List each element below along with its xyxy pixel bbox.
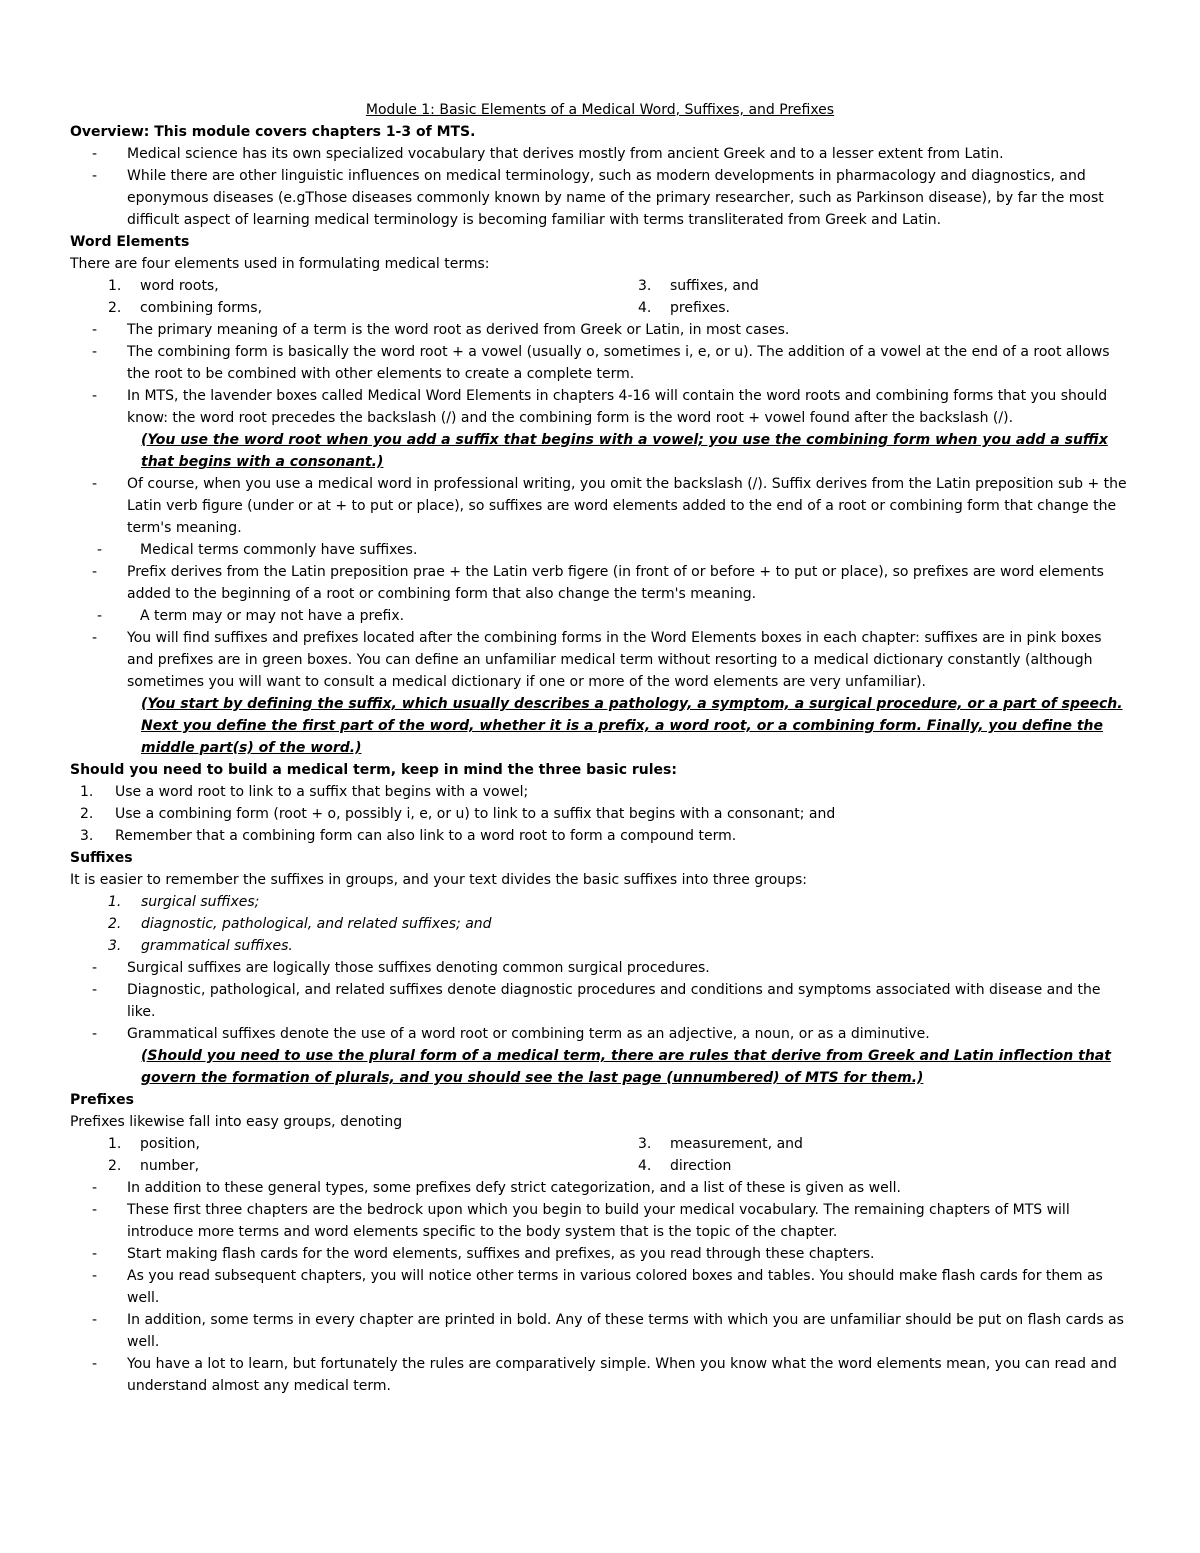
- suffixes-bullet: - Surgical suffixes are logically those suffixes denoting common surgical procedures.: [70, 957, 1130, 979]
- list-item: 4. prefixes.: [638, 300, 730, 316]
- prefixes-list: [70, 1133, 1130, 1177]
- overview-bullet: - Medical science has its own specialized vocabulary that derives mostly from ancient Greek and to a lesser extent from Latin.: [70, 143, 1130, 165]
- word-elements-list: [70, 275, 1130, 319]
- suffix-group: 1. surgical suffixes;: [108, 894, 260, 910]
- rule-item: 2. Use a combining form (root + o, possibly i, e, or u) to link to a suffix that begins with a consonant; and: [80, 806, 836, 822]
- word-elements-heading: Word Elements: [70, 234, 190, 250]
- prefixes-bullet: - Start making flash cards for the word elements, suffixes and prefixes, as you read through these chapters.: [70, 1243, 1130, 1265]
- prefixes-bullet: - These first three chapters are the bedrock upon which you begin to build your medical vocabulary. The remaining chapters of MTS will introduce more terms and word elements specific to the body system that is the topic of the chapter.: [70, 1199, 1130, 1243]
- prefixes-bullet: - As you read subsequent chapters, you will notice other terms in various colored boxes and tables. You should make flash cards for them as well.: [70, 1265, 1130, 1309]
- list-item: 2. combining forms,: [108, 300, 263, 316]
- suffixes-heading: Suffixes: [70, 850, 133, 866]
- prefixes-bullet: - In addition to these general types, some prefixes defy strict categorization, and a list of these is given as well.: [70, 1177, 1130, 1199]
- suffixes-bullet: - Grammatical suffixes denote the use of a word root or combining term as an adjective, a noun, or as a diminutive.: [70, 1023, 1130, 1045]
- rule-item: 3. Remember that a combining form can also link to a word root to form a compound term.: [80, 828, 737, 844]
- word-elements-bullet: - The primary meaning of a term is the word root as derived from Greek or Latin, in most cases.: [70, 319, 1130, 341]
- suffixes-bullet: - Diagnostic, pathological, and related suffixes denote diagnostic procedures and conditions and symptoms associated with disease and the like.: [70, 979, 1130, 1023]
- word-elements-bullet: - A term may or may not have a prefix.: [70, 605, 1130, 627]
- word-elements-intro: There are four elements used in formulating medical terms:: [70, 256, 490, 272]
- word-elements-bullet: - Prefix derives from the Latin preposition prae + the Latin verb figere (in front of or before + to put or place), so prefixes are word elements added to the beginning of a root or combining form that also change the term's meaning.: [70, 561, 1130, 605]
- page-title: Module 1: Basic Elements of a Medical Word, Suffixes, and Prefixes: [365, 102, 835, 118]
- word-elements-bullet: - You will find suffixes and prefixes located after the combining forms in the Word Elements boxes in each chapter: suffixes are in pink boxes and prefixes are in green boxes. You can define an unfamiliar medical term without resorting to a medical dictionary constantly (although sometimes you will want to consult a medical dictionary if one or more of the word elements are very unfamiliar).: [70, 627, 1130, 693]
- word-elements-bullet: - In MTS, the lavender boxes called Medical Word Elements in chapters 4-16 will contain the word roots and combining forms that you should know: the word root precedes the backslash (/) and the combining form is the word root + vowel found after the backslash (/).: [70, 385, 1130, 429]
- suffix-group: 3. grammatical suffixes.: [108, 938, 293, 954]
- rule-item: 1. Use a word root to link to a suffix that begins with a vowel;: [80, 784, 529, 800]
- prefixes-bullet: - You have a lot to learn, but fortunately the rules are comparatively simple. When you know what the word elements mean, you can read and understand almost any medical term.: [70, 1353, 1130, 1397]
- word-elements-bullet: - The combining form is basically the word root + a vowel (usually o, sometimes i, e, or u). The addition of a vowel at the end of a root allows the root to be combined with other elements to create a complete term.: [70, 341, 1130, 385]
- overview-bullet: - While there are other linguistic influences on medical terminology, such as modern developments in pharmacology and diagnostics, and eponymous diseases (e.gThose diseases commonly known by name of the primary researcher, such as Parkinson disease), by far the most difficult aspect of learning medical terminology is becoming familiar with terms transliterated from Greek and Latin.: [70, 165, 1130, 231]
- suffixes-intro: It is easier to remember the suffixes in groups, and your text divides the basic suffixes into three groups:: [70, 872, 808, 888]
- list-item: 3. measurement, and: [638, 1136, 803, 1152]
- list-item: 4. direction: [638, 1158, 732, 1174]
- list-item: 3. suffixes, and: [638, 278, 759, 294]
- prefixes-intro: Prefixes likewise fall into easy groups, denoting: [70, 1114, 403, 1130]
- word-elements-bullet: - Of course, when you use a medical word in professional writing, you omit the backslash (/). Suffix derives from the Latin preposition sub + the Latin verb figure (under or at + to put or place), so suffixes are word elements added to the end of a root or combining form that change the term's meaning.: [70, 473, 1130, 539]
- word-elements-note: (You start by defining the suffix, which usually describes a pathology, a symptom, a surgical procedure, or a part of speech. Next you define the first part of the word, whether it is a prefix, a word root, or a combining form. Finally, you define the middle part(s) of the word.): [141, 696, 1123, 756]
- rules-heading: Should you need to build a medical term, keep in mind the three basic rules:: [70, 762, 677, 778]
- list-item: 2. number,: [108, 1158, 200, 1174]
- list-item: 1. position,: [108, 1136, 200, 1152]
- prefixes-bullet: - In addition, some terms in every chapter are printed in bold. Any of these terms with which you are unfamiliar should be put on flash cards as well.: [70, 1309, 1130, 1353]
- word-elements-bullet: - Medical terms commonly have suffixes.: [70, 539, 1130, 561]
- suffix-group: 2. diagnostic, pathological, and related suffixes; and: [108, 916, 492, 932]
- suffixes-note: (Should you need to use the plural form of a medical term, there are rules that derive from Greek and Latin inflection that govern the formation of plurals, and you should see the last page (unnumbered) of MTS for them.): [141, 1048, 1111, 1086]
- word-elements-note: (You use the word root when you add a suffix that begins with a vowel; you use the combining form when you add a suffix that begins with a consonant.): [141, 432, 1108, 470]
- list-item: 1. word roots,: [108, 278, 219, 294]
- prefixes-heading: Prefixes: [70, 1092, 134, 1108]
- overview-heading: Overview: This module covers chapters 1-3 of MTS.: [70, 124, 476, 140]
